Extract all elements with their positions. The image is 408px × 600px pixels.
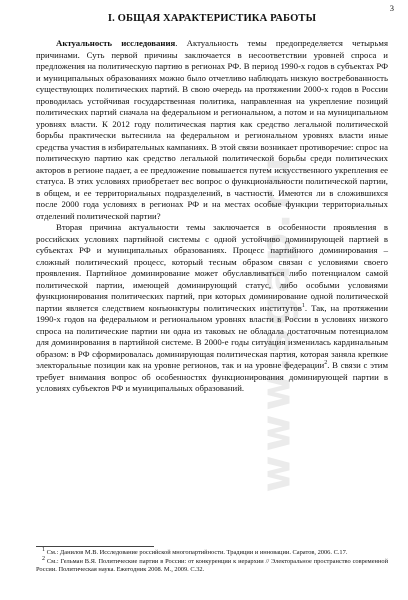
paragraph-1	[36, 38, 388, 222]
paragraph-2-text-b: . Так, на протяжении 1990-х годов на федеральном и региональном уровнях власти в России в условиях низкого спроса на политические партии ни одна из таковых не обладала достаточным потенциалом для доминирования в партийной системе. В 2000-е годы ситуация изменилась кардинальным образом: в РФ сформировалась доминирующая политическая партия, которая заняла крепкие электоральные позиции как на уровне регионов, так и на уровне федерации	[36, 302, 388, 370]
paragraph-1-text: . Актуальность темы предопределяется четырьмя причинами. Суть первой причины заключается в несоответствии уровней спроса и предложения на политическую партию в регионах РФ. В период 1990-х годов в субъектах РФ и муниципальных образованиях можно было отчетливо наблюдать низкую востребованность существующих политических партий. В свою очередь на протяжении 2000-х годов в России проводилась устойчивая государственная политика, направленная на укрепление позиций политических партий сначала на федеральном и региональном, а потом и на муниципальном уровнях власти. К 2012 году политическая партия как средство легальной политической борьбы практически вытеснила на федеральном и региональном уровнях власти иные средства участия в избирательных кампаниях. В этой связи возникает противоречие: спрос на политическую партию как средство легальной политической борьбы среди политических акторов в регионе падает, а ее предложение повышается путем искусственного укрепления ее статуса. В этих условиях приобретает вес вопрос о функциональности политической партии, в общем, и ее территориальных подразделений, в частности. Имеются ли в сложившихся после 2000 года условиях в регионах РФ и на местах особые функции территориальных отделений политической партии?	[36, 38, 388, 221]
body-text	[36, 38, 388, 395]
footnote-2	[36, 558, 388, 574]
paragraph-2-text-c: . В связи с этим требует внимания вопрос об особенностях функционирования доминирующей партии в условиях субъектов РФ и муниципальных образований.	[36, 360, 388, 393]
footnote-divider	[36, 546, 154, 547]
paragraph-2-text-a: Вторая причина актуальности темы заключается в особенности проявления в российских условиях партийной системы с одной устойчиво доминирующей партией в субъектах РФ и муниципальных образованиях. Процесс партийного доминирования – сложный политический процесс, который тесным образом связан с условиями своего проявления. Партийное доминирование может обуславливаться либо потенциалом самой политической партии, имеющей доминирующий статус, либо особыми условиями функционирования политических партий, при которых доминирование одной политической партии является следствием конъюнктуры политических институтов	[36, 222, 388, 313]
footnotes	[36, 546, 388, 576]
footnote-ref-2[interactable]: 2	[324, 360, 328, 367]
watermark: www.sgap.ru	[253, 153, 300, 493]
section-heading: I. ОБЩАЯ ХАРАКТЕРИСТИКА РАБОТЫ	[107, 13, 317, 24]
page-number: 3	[389, 3, 394, 13]
footnote-ref-1[interactable]: 1	[301, 302, 305, 309]
footnote-number: 1	[42, 546, 45, 553]
footnote-text: См.: Гельман В.Я. Политические партии в России: от конкуренции к иерархии // Электоральное пространство современной России. Политическая наука. Ежегодник 2008. М., 2009. С.32.	[36, 558, 388, 574]
footnote-number: 2	[42, 556, 45, 563]
footnote-text: См.: Данилов М.В. Исследование российской многопартийности. Традиции и инновации. Саратов, 2006. С.17.	[45, 549, 348, 556]
footnote-1	[36, 546, 388, 557]
paragraph-2	[36, 222, 388, 395]
lead-term: Актуальность исследования	[56, 38, 176, 48]
